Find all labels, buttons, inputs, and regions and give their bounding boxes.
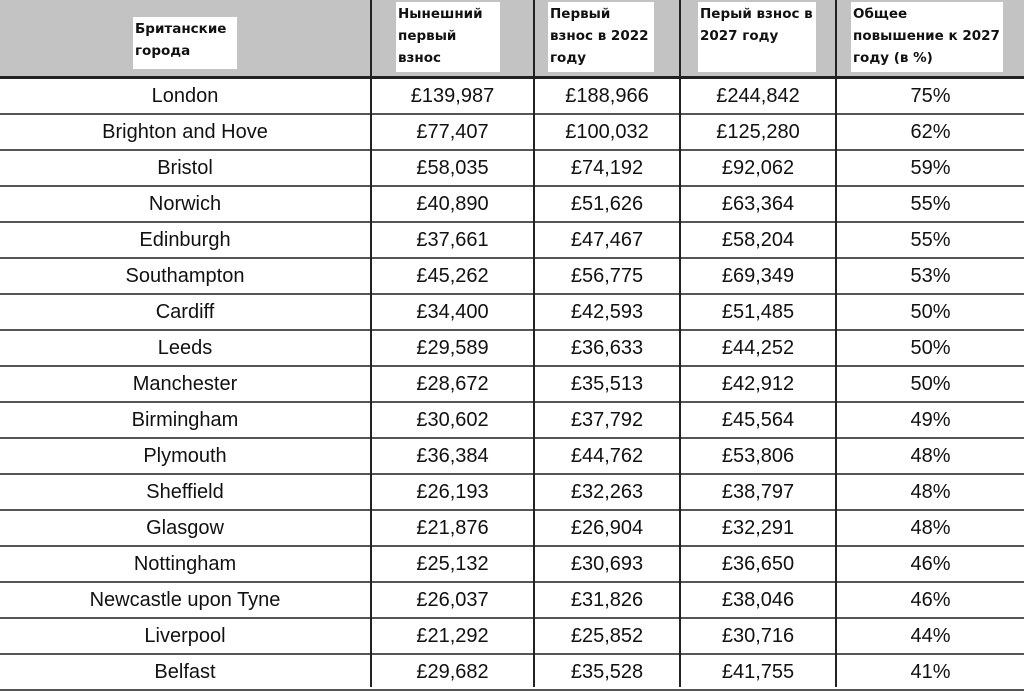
header-increase-percent: Общее повышение к 2027 году (в %): [851, 2, 1003, 72]
cell-deposit-2027: £58,204: [721, 229, 795, 251]
table-header: [0, 0, 1024, 79]
header-deposit-2022: Первый взнос в 2022 году: [548, 2, 654, 72]
table-row: [0, 367, 1024, 403]
cell-deposit-2022: £100,032: [565, 121, 649, 143]
cell-deposit-2027: £51,485: [721, 301, 795, 323]
cell-city: Southampton: [125, 265, 245, 287]
column-divider: [835, 0, 837, 687]
table-row: [0, 115, 1024, 151]
cell-deposit-2027: £63,364: [721, 193, 795, 215]
table-row: [0, 511, 1024, 547]
cell-deposit-2022: £31,826: [570, 589, 644, 611]
header-cities: Британские города: [133, 17, 237, 69]
cell-city: Bristol: [157, 157, 213, 179]
cell-deposit-2022: £35,528: [570, 661, 644, 683]
cell-city: London: [151, 85, 219, 107]
cell-city: Plymouth: [143, 445, 227, 467]
cell-increase-percent: 50%: [910, 337, 951, 359]
cell-current-deposit: £36,384: [416, 445, 489, 467]
cell-increase-percent: 46%: [910, 589, 951, 611]
column-divider: [370, 0, 372, 687]
cell-deposit-2027: £92,062: [721, 157, 795, 179]
cell-current-deposit: £25,132: [416, 553, 489, 575]
cell-deposit-2022: £35,513: [570, 373, 644, 395]
cell-current-deposit: £28,672: [416, 373, 489, 395]
cell-deposit-2027: £125,280: [716, 121, 800, 143]
cell-deposit-2022: £188,966: [565, 85, 649, 107]
cell-deposit-2027: £44,252: [721, 337, 795, 359]
cell-city: Edinburgh: [139, 229, 231, 251]
cell-city: Newcastle upon Tyne: [89, 589, 281, 611]
table-row: [0, 331, 1024, 367]
cell-deposit-2027: £69,349: [721, 265, 795, 287]
cell-deposit-2022: £42,593: [570, 301, 644, 323]
cell-city: Belfast: [154, 661, 216, 683]
cell-deposit-2022: £25,852: [570, 625, 644, 647]
table-row: [0, 295, 1024, 331]
cell-current-deposit: £29,589: [416, 337, 489, 359]
cell-increase-percent: 44%: [910, 625, 951, 647]
table-row: [0, 259, 1024, 295]
table-row: [0, 655, 1024, 691]
cell-deposit-2022: £36,633: [570, 337, 644, 359]
cell-city: Birmingham: [131, 409, 239, 431]
cell-deposit-2022: £51,626: [570, 193, 644, 215]
cell-deposit-2027: £38,046: [721, 589, 795, 611]
cell-current-deposit: £30,602: [416, 409, 489, 431]
cell-deposit-2027: £30,716: [721, 625, 795, 647]
cell-deposit-2027: £45,564: [721, 409, 795, 431]
cell-increase-percent: 62%: [910, 121, 951, 143]
cell-current-deposit: £139,987: [410, 85, 495, 107]
cell-deposit-2022: £47,467: [570, 229, 644, 251]
table-row: [0, 583, 1024, 619]
cell-city: Brighton and Hove: [102, 121, 268, 143]
cell-increase-percent: 46%: [910, 553, 951, 575]
cell-increase-percent: 55%: [910, 193, 951, 215]
cell-current-deposit: £21,292: [416, 625, 489, 647]
table-row: [0, 187, 1024, 223]
table-row: [0, 223, 1024, 259]
cell-increase-percent: 48%: [910, 517, 951, 539]
table-row: [0, 619, 1024, 655]
cell-city: Leeds: [157, 337, 213, 359]
cell-current-deposit: £45,262: [416, 265, 489, 287]
cell-increase-percent: 49%: [910, 409, 951, 431]
cell-current-deposit: £26,193: [416, 481, 489, 503]
cell-increase-percent: 53%: [910, 265, 951, 287]
table-row: [0, 475, 1024, 511]
cell-current-deposit: £21,876: [416, 517, 489, 539]
cell-deposit-2027: £53,806: [721, 445, 795, 467]
cell-increase-percent: 48%: [910, 445, 951, 467]
cell-city: Norwich: [148, 193, 222, 215]
cell-increase-percent: 50%: [910, 373, 951, 395]
cell-deposit-2022: £37,792: [570, 409, 644, 431]
table-row: [0, 151, 1024, 187]
column-divider: [679, 0, 681, 687]
cell-deposit-2022: £56,775: [570, 265, 644, 287]
cell-city: Sheffield: [146, 481, 224, 503]
cell-city: Liverpool: [144, 625, 226, 647]
cell-increase-percent: 41%: [910, 661, 951, 683]
cell-city: Cardiff: [155, 301, 215, 323]
cell-current-deposit: £29,682: [416, 661, 489, 683]
cell-deposit-2027: £244,842: [716, 85, 800, 107]
cell-current-deposit: £26,037: [416, 589, 489, 611]
cell-deposit-2022: £44,762: [570, 445, 644, 467]
header-deposit-2027: Перый взнос в 2027 году: [698, 2, 816, 72]
cell-city: Nottingham: [133, 553, 237, 575]
cell-deposit-2027: £38,797: [721, 481, 795, 503]
table-row: [0, 439, 1024, 475]
cell-increase-percent: 75%: [910, 85, 951, 107]
cell-current-deposit: £40,890: [416, 193, 489, 215]
cell-increase-percent: 48%: [910, 481, 951, 503]
cell-current-deposit: £37,661: [416, 229, 489, 251]
table-row: [0, 403, 1024, 439]
cell-deposit-2022: £30,693: [570, 553, 644, 575]
cell-city: Glasgow: [146, 517, 224, 539]
cell-current-deposit: £77,407: [416, 121, 489, 143]
cell-deposit-2027: £42,912: [721, 373, 795, 395]
cell-increase-percent: 59%: [910, 157, 951, 179]
cell-current-deposit: £58,035: [416, 157, 489, 179]
cell-increase-percent: 50%: [910, 301, 951, 323]
header-current-deposit: Нынешний первый взнос: [396, 2, 500, 72]
table-row: [0, 547, 1024, 583]
cell-city: Manchester: [132, 373, 238, 395]
cell-deposit-2027: £32,291: [721, 517, 795, 539]
cell-deposit-2022: £26,904: [570, 517, 644, 539]
column-divider: [533, 0, 535, 687]
cell-current-deposit: £34,400: [416, 301, 489, 323]
cell-deposit-2027: £36,650: [721, 553, 795, 575]
cell-deposit-2022: £32,263: [570, 481, 644, 503]
cell-increase-percent: 55%: [910, 229, 951, 251]
cell-deposit-2027: £41,755: [721, 661, 795, 683]
table-row: [0, 79, 1024, 115]
cell-deposit-2022: £74,192: [570, 157, 644, 179]
